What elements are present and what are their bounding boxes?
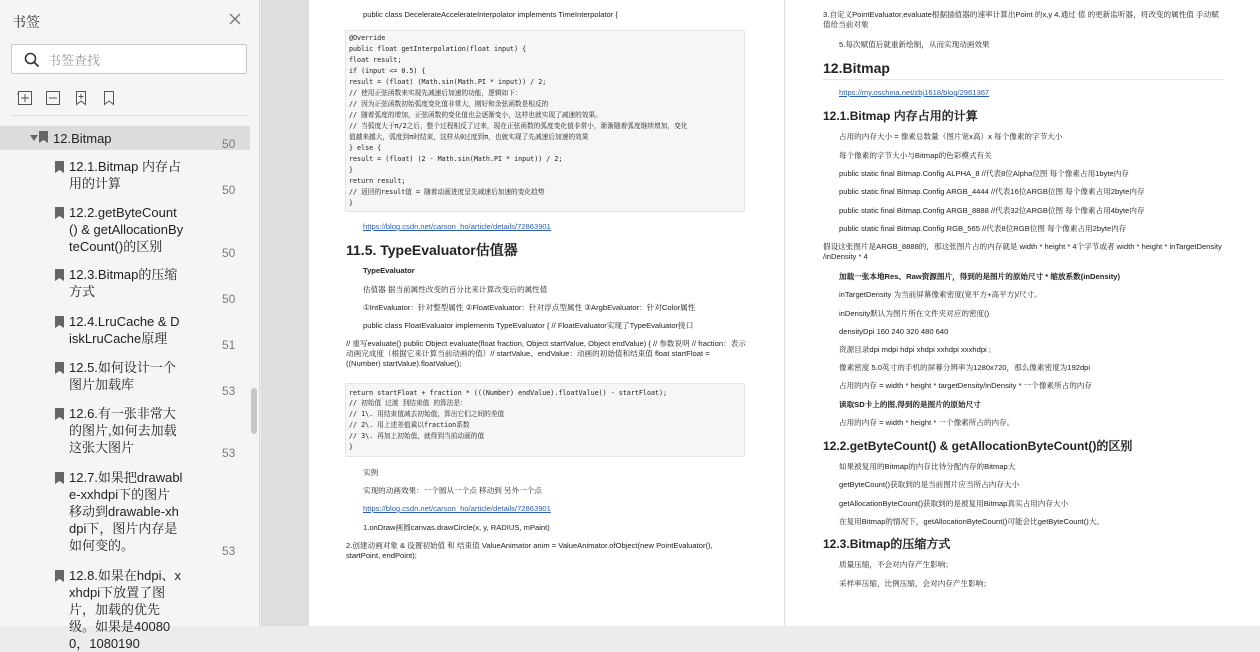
code-line: // 使用正弦函数来实现先减速后加速的功能，逻辑如下：	[349, 89, 522, 97]
code-line: }	[349, 443, 354, 451]
bookmark-page: 50	[222, 183, 236, 197]
paragraph: ①IntEvaluator：针对整型属性 ②FloatEvaluator：针对浮点型属性 ③ArgbEvaluator：针对Color属性	[363, 303, 696, 312]
bookmark-item-12-7[interactable]	[0, 469, 250, 561]
paragraph: inTargetDensity 为当前屏幕像素密度(宽平方+高平方)/尺寸。	[839, 290, 1042, 299]
bookmark-icon	[55, 161, 64, 173]
paragraph: // 重写evaluate() public Object evaluate(float fraction, Object startValue, Object endValue) { // 参数说明 // fraction：表示动画完成度（根据它来计算当前动画的值）// startValue、endValue：动画的初始值和结束值 float startFloat = ((Number) startValue).floatValue();	[346, 339, 746, 368]
paragraph: 占用的内存大小 = 像素总数量（图片宽x高）x 每个像素的字节大小	[839, 132, 1063, 141]
bookmark-page: 53	[222, 446, 236, 460]
bookmark-item-12[interactable]	[0, 126, 250, 150]
pdf-page-right	[785, 0, 1260, 626]
bookmark-label: 12.4.LruCache & DiskLruCache原理	[69, 314, 180, 346]
reference-link[interactable]: https://my.oschina.net/zbj1618/blog/2961367	[839, 88, 990, 97]
paragraph: 资源目录dpi mdpi hdpi xhdpi xxhdpi xxxhdpi ;	[839, 345, 991, 354]
paragraph: 估值器 据当前属性改变的百分比来计算改变后的属性值	[363, 285, 548, 294]
class-declaration: public class DecelerateAccelerateInterpolator implements TimeInterpolator {	[363, 10, 618, 19]
bookmark-icon	[39, 131, 48, 143]
panel-title: 书签	[12, 14, 40, 30]
code-line: }	[349, 199, 354, 207]
code-line: // 3\. 再加上初始值，就得到当前动画的值	[349, 432, 485, 440]
bookmark-item-12-6[interactable]	[0, 405, 250, 463]
bookmark-label: 12.3.Bitmap的压缩方式	[69, 267, 178, 299]
code-line: if (input <= 0.5) {	[349, 67, 426, 75]
bookmark-label: 12.6.有一张非常大的图片,如何去加载这张大图片	[69, 406, 177, 455]
collapse-all-icon[interactable]	[45, 90, 61, 106]
code-line: result = (float) (2 - Math.sin(Math.PI * input)) / 2;	[349, 155, 563, 163]
divider	[823, 79, 1223, 80]
code-line: result = (float) (Math.sin(Math.PI * input)) / 2;	[349, 78, 547, 86]
reference-link[interactable]: https://blog.csdn.net/carson_ho/article/details/72863901	[363, 222, 551, 231]
bookmark-label: 12.Bitmap	[53, 131, 112, 146]
paragraph: public static final Bitmap.Config ALPHA_8 //代表8位Alpha位图 每个像素占用1byte内存	[839, 169, 1129, 178]
bookmark-page: 50	[222, 292, 236, 306]
paragraph: 3.自定义PointEvaluator,evaluate根据插值器的速率计算出Point 的x,y 4.通过 值 的更新监听器，将改变的属性值 手动赋值给当前对象	[823, 10, 1219, 29]
code-line: return startFloat + fraction * (((Number) endValue).floatValue() - startFloat);	[349, 389, 668, 397]
bookmark-search-box[interactable]	[11, 44, 247, 74]
bookmark-item-12-2[interactable]	[0, 204, 250, 260]
code-line: // 返回的result值 = 随着动画进度呈先减速后加速的变化趋势	[349, 188, 545, 196]
paragraph: getByteCount()获取到的是当前图片应当所占内存大小	[839, 480, 1020, 489]
section-heading: 12.2.getByteCount() & getAllocationByteCount()的区别	[823, 439, 1133, 453]
paragraph: 在复用Bitmap的情况下，getAllocationByteCount()可能会比getByteCount()大。	[839, 517, 1105, 526]
code-line: 值越来越大，弧度到π时结束，这样从0过度到π，也就实现了先减速后加速的效果	[349, 133, 589, 141]
code-line: @Override	[349, 34, 386, 42]
code-line: // 2\. 用上述差值乘以fraction系数	[349, 421, 470, 429]
bookmark-item-12-5[interactable]	[0, 359, 250, 399]
paragraph: 假设这张图片是ARGB_8888的，那这张图片占的内存就是 width * height * 4个字节或者 width * height * inTargetDensity /inDensity * 4	[823, 242, 1222, 261]
section-heading: 12.3.Bitmap的压缩方式	[823, 537, 951, 551]
close-icon[interactable]	[226, 10, 244, 28]
bookmark-item-12-1[interactable]	[0, 158, 250, 202]
bookmark-icon[interactable]	[101, 90, 117, 106]
reference-link[interactable]: https://blog.csdn.net/carson_ho/article/details/72863901	[363, 504, 551, 513]
paragraph: 占用的内存 = width * height * targetDensity/inDensity * 一个像素所占的内存	[839, 381, 1092, 390]
paragraph: 质量压缩，不会对内存产生影响；	[839, 560, 953, 569]
paragraph: public static final Bitmap.Config RGB_565 //代表8位RGB位图 每个像素占用2byte内存	[839, 224, 1127, 233]
code-line: return result;	[349, 177, 406, 185]
add-bookmark-icon[interactable]	[73, 90, 89, 106]
paragraph: public class FloatEvaluator implements TypeEvaluator { // FloatEvaluator实现了TypeEvaluator接口	[363, 321, 694, 330]
bookmark-page: 50	[222, 137, 236, 151]
paragraph: 实现的动画效果：一个圆从一个点 移动到 另外一个点	[363, 486, 542, 495]
pdf-page-left	[309, 0, 784, 626]
bookmark-page: 51	[222, 338, 236, 352]
bookmark-icon	[55, 408, 64, 420]
search-icon	[24, 52, 40, 68]
paragraph: 像素密度 5.0英寸的手机的屏幕分辨率为1280x720，那么像素密度为192dpi	[839, 363, 1091, 372]
section-heading: 11.5. TypeEvaluator估值器	[346, 242, 518, 258]
paragraph: densityDpi 160 240 320 480 640	[839, 327, 949, 336]
search-input[interactable]	[48, 51, 238, 69]
paragraph: 如果被复用的Bitmap的内存比待分配内存的Bitmap大	[839, 462, 1016, 471]
bookmark-icon	[55, 207, 64, 219]
bookmark-icon	[55, 316, 64, 328]
paragraph: 2.创建动画对象 & 设置初始值 和 结束值 ValueAnimator anim = ValueAnimator.ofObject(new PointEvaluator(), startPoint, endPoint);	[346, 541, 713, 560]
paragraph: 占用的内存 = width * height * 一个像素所占的内存。	[839, 418, 1015, 427]
paragraph: 5.每次赋值后就重新绘制，从而实现动画效果	[839, 40, 990, 49]
code-line: // 随着弧度的增加，正弦函数的变化值也会逐渐变小，这样也就实现了减速的效果。	[349, 111, 602, 119]
paragraph: 每个像素的字节大小与Bitmap的色彩模式有关	[839, 151, 992, 160]
paragraph: getAllocationByteCount()获取到的是被复用Bitmap真实占用内存大小	[839, 499, 1069, 508]
bookmark-icon	[55, 362, 64, 374]
bookmark-label: 12.2.getByteCount() & getAllocationByteCount()的区别	[69, 205, 184, 254]
bookmark-item-12-8[interactable]	[0, 567, 250, 651]
bookmark-page: 50	[222, 246, 236, 260]
scrollbar-thumb[interactable]	[251, 388, 257, 434]
bookmarks-panel	[0, 0, 260, 651]
paragraph: inDensity默认为图片所在文件夹对应的密度()	[839, 309, 990, 318]
paragraph: public static final Bitmap.Config ARGB_8888 //代表32位ARGB位图 每个像素占用4byte内存	[839, 206, 1145, 215]
paragraph: 实例	[363, 468, 379, 477]
bookmark-page: 53	[222, 544, 236, 558]
code-line: }	[349, 166, 354, 174]
bookmark-item-12-3[interactable]	[0, 266, 250, 306]
expand-all-icon[interactable]	[17, 90, 33, 106]
code-line: } else {	[349, 144, 382, 152]
divider	[12, 115, 248, 116]
paragraph: 加载一张本地Res、Raw资源图片，得到的是图片的原始尺寸 * 缩放系数(inDensity)	[839, 272, 1120, 281]
caret-down-icon[interactable]	[30, 135, 38, 141]
bookmark-page: 53	[222, 384, 236, 398]
bookmark-icon	[55, 472, 64, 484]
bookmark-icon	[55, 269, 64, 281]
bookmark-label: 12.5.如何设计一个图片加载库	[69, 360, 176, 392]
paragraph: 采样率压缩，比例压缩，会对内存产生影响；	[839, 579, 991, 588]
paragraph: 1.onDraw画圆canvas.drawCircle(x, y, RADIUS, mPaint)	[363, 523, 550, 532]
code-line: // 初始值 过渡 到结束值 的算法是：	[349, 399, 467, 407]
code-line: // 当弧度大于π/2之后，整个过程相反了过来，现在正弦函数的弧度变化值非常小，渐渐随着弧度继续增加，变化	[349, 122, 688, 130]
code-block	[345, 383, 745, 457]
code-line: // 因为正弦函数初始弧度变化值非常大，刚好和余弦函数是相反的	[349, 100, 549, 108]
bookmark-label: 12.1.Bitmap 内存占用的计算	[69, 159, 181, 191]
paragraph: 读取SD卡上的图,得到的是图片的原始尺寸	[839, 400, 981, 409]
bookmark-item-12-4[interactable]	[0, 313, 250, 353]
document-viewer[interactable]	[261, 0, 1260, 626]
bookmark-label: 12.8.如果在hdpi、xxhdpi下放置了图片，加载的优先级。如果是400800，1080190	[69, 568, 181, 651]
section-heading: 12.Bitmap	[823, 60, 890, 76]
bookmark-toolbar	[17, 90, 117, 106]
code-line: // 1\. 用结束值减去初始值，算出它们之间的差值	[349, 410, 505, 418]
section-heading: 12.1.Bitmap 内存占用的计算	[823, 109, 978, 123]
subheading: TypeEvaluator	[363, 266, 415, 275]
code-line: public float getInterpolation(float input) {	[349, 45, 527, 53]
bookmark-label: 12.7.如果把drawable-xxhdpi下的图片移动到drawable-xhdpi下，图片内存是如何变的。	[69, 470, 183, 553]
bookmark-icon	[55, 570, 64, 582]
paragraph: public static final Bitmap.Config ARGB_4444 //代表16位ARGB位图 每个像素占用2byte内存	[839, 187, 1145, 196]
code-block	[345, 30, 745, 212]
code-line: float result;	[349, 56, 402, 64]
